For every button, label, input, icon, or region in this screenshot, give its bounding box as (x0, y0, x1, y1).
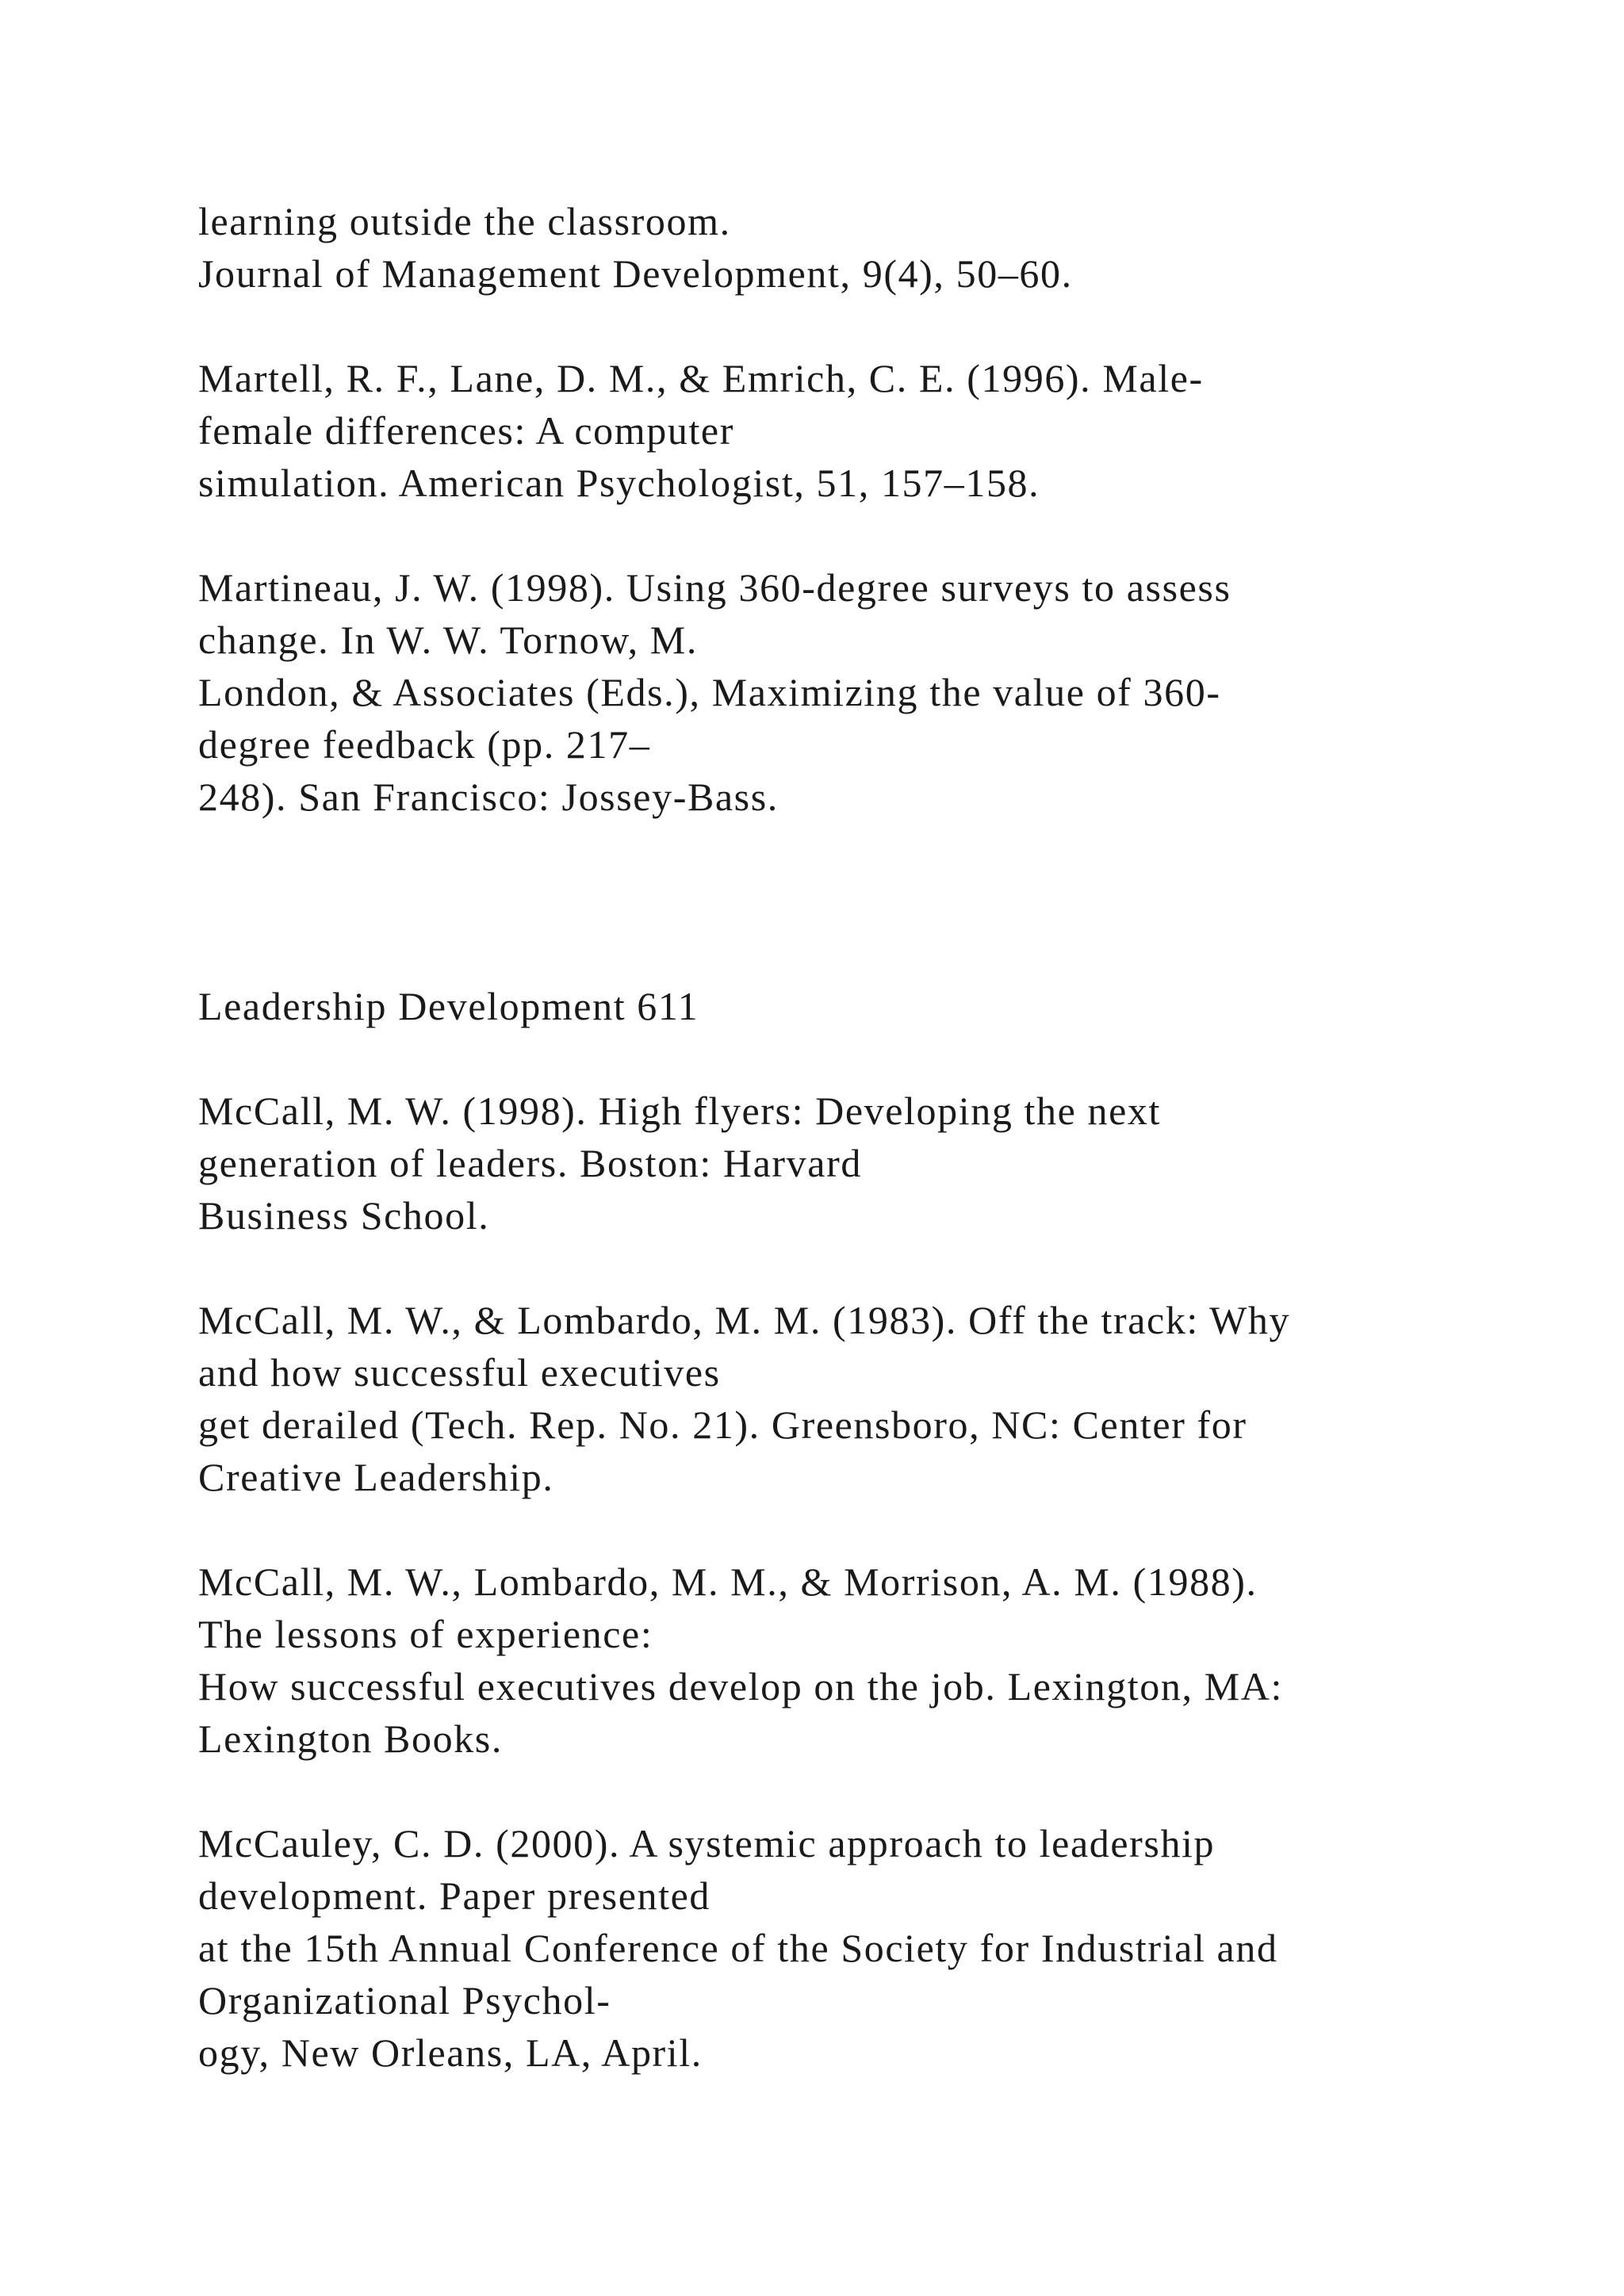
reference-line: London, & Associates (Eds.), Maximizing the value of 360- (198, 670, 1221, 714)
reference-entry-mccauley-2000 (198, 1817, 1546, 2079)
reference-line: learning outside the classroom. (198, 199, 731, 243)
reference-line: change. In W. W. Tornow, M. (198, 618, 698, 662)
reference-line: get derailed (Tech. Rep. No. 21). Greensboro, NC: Center for (198, 1402, 1247, 1447)
reference-line: McCall, M. W., & Lombardo, M. M. (1983). Off the track: Why (198, 1298, 1291, 1342)
reference-line: Business School. (198, 1193, 490, 1238)
reference-line: simulation. American Psychologist, 51, 157–158. (198, 461, 1040, 505)
reference-line: Lexington Books. (198, 1716, 503, 1761)
reference-line: McCauley, C. D. (2000). A systemic approach to leadership (198, 1821, 1216, 1866)
reference-line: ogy, New Orleans, LA, April. (198, 2030, 703, 2075)
reference-line: Martineau, J. W. (1998). Using 360-degree surveys to assess (198, 565, 1231, 610)
reference-list (198, 195, 1546, 2079)
reference-line: McCall, M. W., Lombardo, M. M., & Morrison, A. M. (1988). (198, 1559, 1258, 1604)
reference-entry-mccall-lombardo-1983 (198, 1294, 1546, 1503)
reference-line: and how successful executives (198, 1350, 721, 1395)
running-header: Leadership Development 611 (198, 984, 699, 1028)
reference-entry-mccall-lombardo-morrison-1988 (198, 1556, 1546, 1765)
reference-line: at the 15th Annual Conference of the Society for Industrial and (198, 1926, 1278, 1970)
reference-line: Journal of Management Development, 9(4), 50–60. (198, 251, 1073, 296)
reference-line: McCall, M. W. (1998). High flyers: Developing the next (198, 1089, 1162, 1133)
reference-line: Martell, R. F., Lane, D. M., & Emrich, C. E. (1996). Male- (198, 356, 1204, 400)
reference-line: The lessons of experience: (198, 1612, 653, 1656)
reference-line: development. Paper presented (198, 1873, 710, 1918)
reference-line: female differences: A computer (198, 408, 734, 453)
reference-line: degree feedback (pp. 217– (198, 722, 651, 767)
reference-line: 248). San Francisco: Jossey-Bass. (198, 775, 779, 819)
reference-entry-martell (198, 352, 1546, 509)
reference-fragment (198, 195, 1546, 300)
reference-line: How successful executives develop on the job. Lexington, MA: (198, 1664, 1283, 1709)
reference-entry-mccall-1998 (198, 1085, 1546, 1242)
reference-entry-martineau (198, 561, 1546, 823)
reference-line: Organizational Psychol- (198, 1978, 611, 2022)
reference-line: Creative Leadership. (198, 1455, 554, 1499)
reference-line: generation of leaders. Boston: Harvard (198, 1141, 862, 1185)
